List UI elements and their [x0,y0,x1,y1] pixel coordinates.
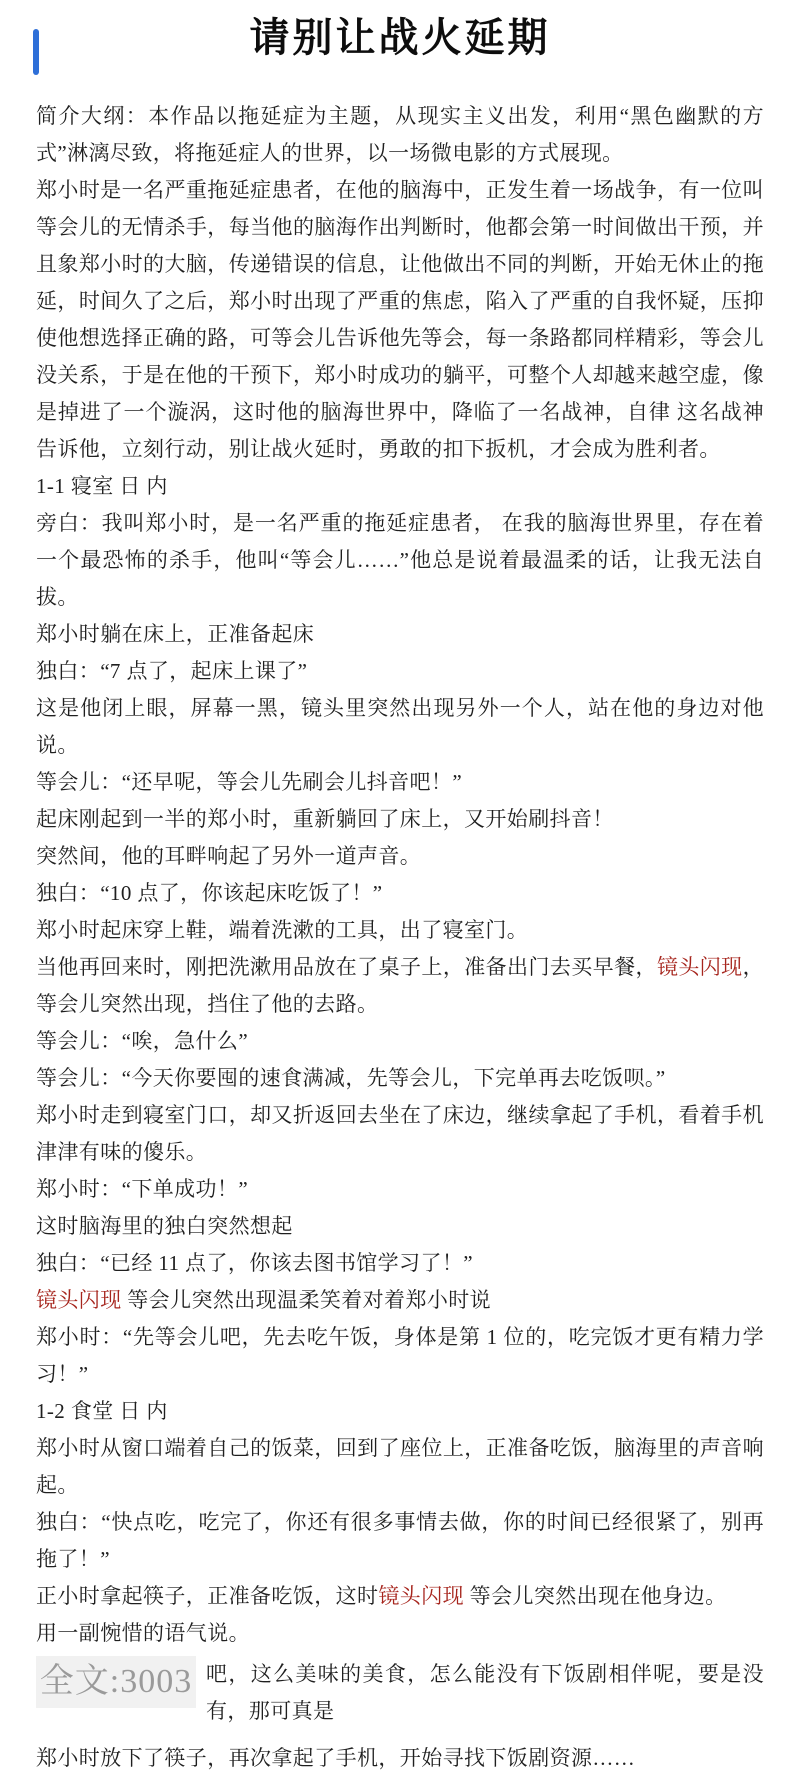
camera-flash-highlight: 镜头闪现 [378,1584,465,1608]
text-segment: 突然间，他的耳畔响起了另外一道声音。 [36,844,422,868]
paragraph [36,1245,764,1282]
text-segment: 1-1 寝室 日 内 [36,474,168,498]
paragraph [36,172,764,468]
paragraph [36,98,764,172]
paragraph [36,1023,764,1060]
text-segment: 等会儿突然出现在他身边。 [464,1584,727,1608]
paragraph [36,764,764,801]
paragraph [36,505,764,616]
text-segment: 等会儿：“今天你要囤的速食满减，先等会儿，下完单再去吃饭呗。” [36,1066,666,1090]
paragraph [36,1097,764,1171]
text-segment: 郑小时起床穿上鞋，端着洗漱的工具，出了寝室门。 [36,918,529,942]
text-segment: 独白：“7 点了，起床上课了” [36,659,308,683]
paragraph [36,1430,764,1504]
paragraph [36,949,764,1023]
text-segment: 郑小时走到寝室门口，却又折返回去坐在了床边，继续拿起了手机，看着手机津津有味的傻乐。 [36,1103,764,1164]
text-segment: 郑小时放下了筷子，再次拿起了手机，开始寻找下饭剧资源…… [36,1746,636,1770]
paragraph [36,1319,764,1393]
text-segment: 独白：“快点吃，吃完了，你还有很多事情去做，你的时间已经很紧了，别再拖了！” [36,1510,764,1571]
watermark-row [36,1656,764,1730]
text-segment: 用一副惋惜的语气说。 [36,1621,250,1645]
title-accent-bar [33,29,39,75]
word-count-watermark: 全文:3003 [36,1656,196,1708]
document-page [0,12,800,1770]
paragraph [36,690,764,764]
text-segment: 当他再回来时，刚把洗漱用品放在了桌子上，准备出门去买早餐， [36,955,657,979]
text-segment: 郑小时躺在床上，正准备起床 [36,622,315,646]
paragraph [36,875,764,912]
text-segment: 正小时拿起筷子，正准备吃饭，这时 [36,1584,379,1608]
page-title: 请别让战火延期 [249,15,551,60]
text-segment: ，等会儿突然出现，挡住了他的去路。 [36,955,764,1016]
paragraph [36,801,764,838]
paragraph [36,1578,764,1615]
text-segment: 旁白：我叫郑小时，是一名严重的拖延症患者， 在我的脑海世界里，存在着一个最恐怖的杀手，他叫“等会儿……”他总是说着最温柔的话，让我无法自拔。 [36,511,764,609]
text-segment: 郑小时是一名严重拖延症患者，在他的脑海中，正发生着一场战争，有一位叫等会儿的无情杀手，每当他的脑海作出判断时，他都会第一时间做出干预，并且象郑小时的大脑，传递错误的信息，让他做出不同的判断，开始无休止的拖延，时间久了之后，郑小时出现了严重的焦虑，陷入了严重的自我怀疑，压抑使他想选择正确的路，可等会儿告诉他先等会，每一条路都同样精彩，等会儿没关系，于是在他的干预下，郑小时成功的躺平，可整个人却越来越空虚，像是掉进了一个漩涡，这时他的脑海世界中，降临了一名战神，自律 这名战神告诉他，立刻行动，别让战火延时，勇敢的扣下扳机，才会成为胜利者。 [36,178,764,461]
text-segment: 郑小时从窗口端着自己的饭菜，回到了座位上，正准备吃饭，脑海里的声音响起。 [36,1436,764,1497]
text-segment: 郑小时：“先等会儿吧，先去吃午饭，身体是第 1 位的，吃完饭才更有精力学习！” [36,1325,764,1386]
paragraph [36,1208,764,1245]
paragraph [36,1060,764,1097]
paragraph [36,1282,764,1319]
paragraph [36,912,764,949]
text-segment: 1-2 食堂 日 内 [36,1399,168,1423]
text-segment: 吧，这么美味的美食，怎么能没有下饭剧相伴呢，要是没有，那可真是 [206,1662,764,1723]
text-segment: 等会儿：“还早呢，等会儿先刷会儿抖音吧！” [36,770,463,794]
text-segment: 这时脑海里的独白突然想起 [36,1214,293,1238]
text-segment: 这是他闭上眼，屏幕一黑，镜头里突然出现另外一个人，站在他的身边对他说。 [36,696,764,757]
paragraph [36,1504,764,1578]
text-segment: 简介大纲：本作品以拖延症为主题，从现实主义出发，利用“黑色幽默的方式”淋漓尽致，将拖延症人的世界，以一场微电影的方式展现。 [36,104,764,165]
text-segment: 等会儿：“唉，急什么” [36,1029,249,1053]
scene-heading [36,468,764,505]
paragraph [36,838,764,875]
text-segment: 独白：“10 点了，你该起床吃饭了！” [36,881,383,905]
paragraph [36,653,764,690]
script-body [0,64,800,1777]
text-segment: 起床刚起到一半的郑小时，重新躺回了床上，又开始刷抖音！ [36,807,614,831]
paragraph [36,1740,764,1777]
text-segment: 等会儿突然出现温柔笑着对着郑小时说 [121,1288,492,1312]
camera-flash-highlight: 镜头闪现 [656,955,743,979]
scene-heading [36,1393,764,1430]
text-segment: 郑小时：“下单成功！” [36,1177,249,1201]
text-segment: 独白：“已经 11 点了，你该去图书馆学习了！” [36,1251,473,1275]
paragraph [206,1656,764,1730]
paragraph [36,1171,764,1208]
paragraph [36,1615,764,1652]
camera-flash-highlight: 镜头闪现 [36,1288,122,1312]
paragraph [36,616,764,653]
